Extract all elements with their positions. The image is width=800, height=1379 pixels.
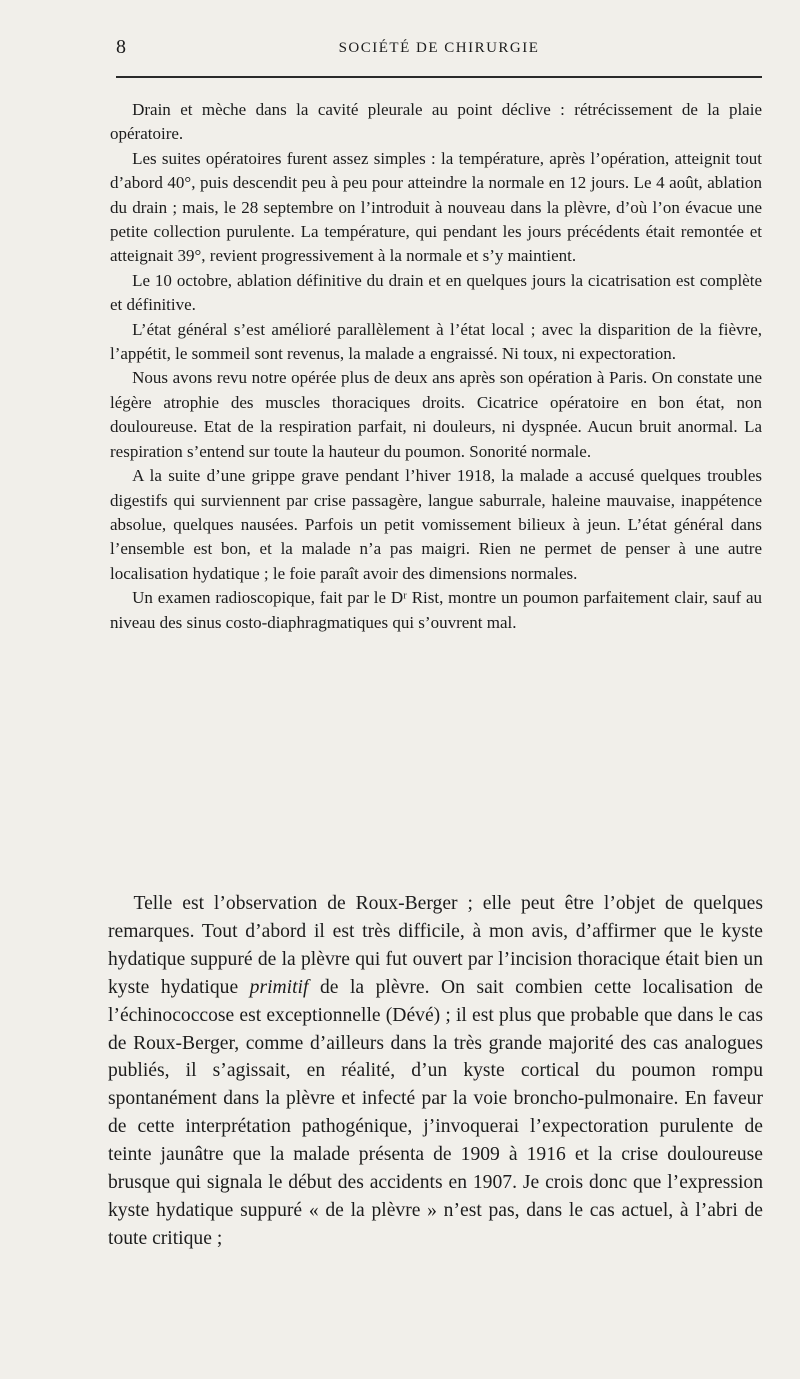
italic-word: primitif [249,976,309,998]
running-title: SOCIÉTÉ DE CHIRURGIE [338,40,540,56]
paragraph: Le 10 octobre, ablation définitive du drain et en quelques jours la cicatrisation est complète et définitive. [110,270,762,315]
commentary-paragraph [108,890,763,1253]
commentary [108,890,763,1253]
paragraph: Nous avons revu notre opérée plus de deux ans après son opération à Paris. On constate une légère atrophie des muscles thoraciques droits. Cicatrice opératoire en bon état, non douloureuse. Etat de la respiration parfait, ni douleurs, ni dyspnée. Aucun bruit anormal. La respiration s’entend sur toute la hauteur du poumon. Sonorité normale. [110,368,762,461]
page-header [116,36,762,64]
paragraph: L’état général s’est amélioré parallèlement à l’état local ; avec la disparition de la fièvre, l’appétit, le sommeil sont revenus, la malade a engraissé. Ni toux, ni expectoration. [110,319,762,364]
paragraph: Les suites opératoires furent assez simples : la température, après l’opération, atteignit tout d’abord 40°, puis descendit peu à peu pour atteindre la normale en 12 jours. Le 4 août, ablation du drain ; mais, le 28 septembre on l’introduit à nouveau dans la plèvre, d’où l’on évacue une petite collection purulente. La température, qui pendant les jours précédents était remontée et atteignait 39°, revient progressivement à la normale et s’y maintient. [110,148,762,266]
paragraph: Drain et mèche dans la cavité pleurale au point déclive : rétrécissement de la plaie opératoire. [110,100,762,144]
paragraph: A la suite d’une grippe grave pendant l’hiver 1918, la malade a accusé quelques troubles digestifs qui surviennent par crise passagère, langue saburrale, haleine mauvaise, inappétence absolue, quelques nausées. Parfois un petit vomissement bilieux à jeun. L’état général dans l’ensemble est bon, et la malade n’a pas maigri. Rien ne permet de penser à une autre localisation hydatique ; le foie paraît avoir des dimensions normales. [110,466,762,583]
page-number: 8 [116,36,126,58]
text-run: Telle est l’observation de Roux-Berger ; elle peut être l’objet de quelques remarques. Tout d’abord il est très difficile, à mon avis, d’affirmer que le kyste hydatique suppuré de la plèvre qui fut ouvert par l’incision thoracique était bien un kyste hydatique [108,893,763,998]
text-run: de la plèvre. On sait combien cette localisation de l’échinococcose est exceptionnelle (Dévé) ; il est plus que probable que dans le cas de Roux-Berger, comme d’ailleurs dans la très grande majorité des cas analogues publiés, il s’agissait, en réalité, d’un kyste cortical du poumon rompu spontanément dans la plèvre et infecté par la voie broncho-pulmonaire. En faveur de cette interprétation pathogénique, j’invoquerai l’expectoration purulente de teinte jaunâtre que la malade présenta de 1909 à 1916 et la crise douloureuse brusque qui signala le début des accidents en 1907. Je crois donc que l’expression kyste hydatique suppuré « de la plèvre » n’est pas, dans le cas actuel, à l’abri de toute critique ; [108,976,763,1249]
paragraph: Un examen radioscopique, fait par le Dʳ Rist, montre un poumon parfaitement clair, sauf au niveau des sinus costo-diaphragmatiques qui s’ouvrent mal. [110,588,762,632]
header-rule [116,76,762,78]
case-observation [110,98,762,635]
